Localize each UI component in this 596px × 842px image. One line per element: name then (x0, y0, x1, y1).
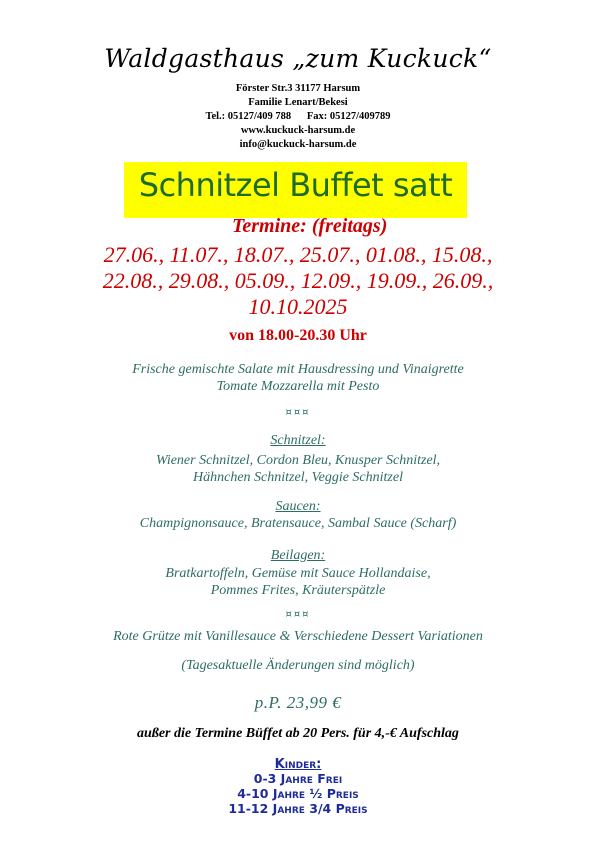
surcharge-note: außer die Termine Büffet ab 20 Pers. für 4,-€ Aufschlag (137, 726, 459, 741)
address-text: Förster Str.3 31177 Harsum (235, 83, 361, 94)
dates-line-2: 22.08., 29.08., 05.09., 12.09., 19.09., 26.09., (102, 268, 494, 293)
schnitzel-line-1: Wiener Schnitzel, Cordon Bleu, Knusper Schnitzel, (155, 453, 441, 468)
beilagen-heading: Beilagen: (270, 548, 326, 563)
salad-line-2: Tomate Mozzarella mit Pesto (216, 379, 380, 394)
dates-line-3: 10.10.2025 (248, 294, 348, 319)
beilagen-line-1: Bratkartoffeln, Gemüse mit Sauce Hollandaise, (165, 566, 431, 581)
ornament-divider-2: ¤¤¤ (285, 609, 311, 620)
family-text: Familie Lenart/Bekesi (248, 97, 348, 108)
website-text: www.kuckuck-harsum.de (240, 125, 356, 136)
schnitzel-heading: Schnitzel: (270, 433, 326, 448)
saucen-line: Champignonsauce, Bratensauce, Sambal Sauce (Scharf) (139, 516, 457, 531)
email-text: info@kuckuck-harsum.de (239, 139, 357, 150)
phone-fax-text: Tel.: 05127/409 788 Fax: 05127/409789 (205, 111, 391, 122)
saucen-heading: Saucen: (275, 499, 321, 514)
schnitzel-line-2: Hähnchen Schnitzel, Veggie Schnitzel (193, 470, 403, 485)
kids-heading: Kinder: (274, 757, 322, 772)
page-title: Schnitzel Buffet satt (138, 166, 453, 204)
kids-line-1: 0-3 Jahre Frei (253, 771, 343, 786)
kids-line-2: 4-10 Jahre ½ Preis (237, 786, 359, 801)
dessert-line: Rote Grütze mit Vanillesauce & Verschiedene Dessert Variationen (113, 629, 483, 644)
price-text: p.P. 23,99 € (254, 693, 342, 712)
changes-note: (Tagesaktuelle Änderungen sind möglich) (181, 658, 415, 673)
salad-line-1: Frische gemischte Salate mit Hausdressing und Vinaigrette (132, 362, 464, 377)
termine-heading: Termine: (freitags) (232, 215, 388, 237)
dates-line-1: 27.06., 11.07., 18.07., 25.07., 01.08., 15.08., (103, 242, 493, 267)
restaurant-logo: Waldgasthaus „zum Kuckuck“ (104, 44, 492, 73)
beilagen-line-2: Pommes Frites, Kräuterspätzle (210, 583, 386, 598)
ornament-divider: ¤¤¤ (285, 407, 311, 418)
time-text: von 18.00-20.30 Uhr (229, 327, 367, 344)
kids-line-3: 11-12 Jahre 3/4 Preis (228, 801, 368, 816)
